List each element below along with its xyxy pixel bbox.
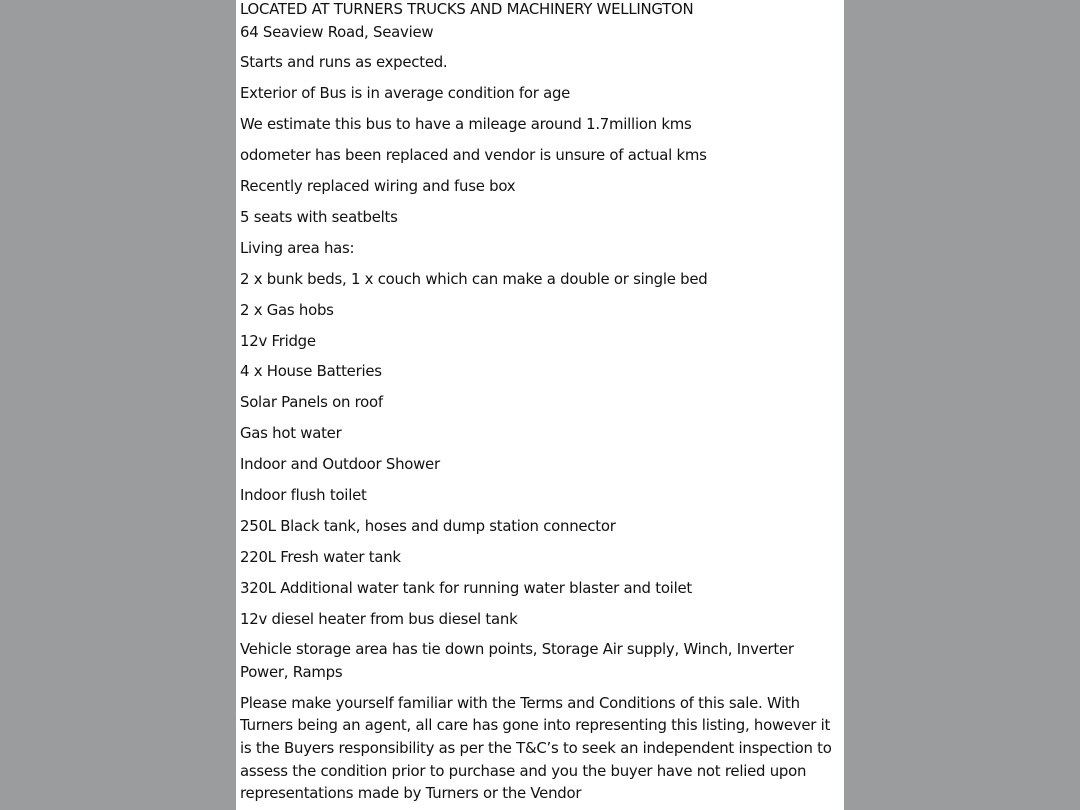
location-address: 64 Seaview Road, Seaview: [240, 22, 434, 41]
location-heading: LOCATED AT TURNERS TRUCKS AND MACHINERY WELLINGTON: [240, 0, 694, 18]
line-mileage-estimate: We estimate this bus to have a mileage around 1.7million kms: [240, 115, 692, 134]
line-fresh-tank: 220L Fresh water tank: [240, 547, 401, 566]
listing-document-page: [236, 0, 844, 810]
line-shower: Indoor and Outdoor Shower: [240, 455, 440, 474]
line-fridge: 12v Fridge: [240, 331, 316, 350]
line-diesel-heater: 12v diesel heater from bus diesel tank: [240, 609, 518, 628]
line-additional-tank: 320L Additional water tank for running water blaster and toilet: [240, 578, 692, 597]
line-beds: 2 x bunk beds, 1 x couch which can make a double or single bed: [240, 269, 708, 288]
listing-description: [240, 0, 844, 805]
line-hot-water: Gas hot water: [240, 424, 342, 443]
line-toilet: Indoor flush toilet: [240, 485, 367, 504]
line-wiring: Recently replaced wiring and fuse box: [240, 177, 516, 196]
line-black-tank: 250L Black tank, hoses and dump station connector: [240, 516, 616, 535]
line-odometer: odometer has been replaced and vendor is unsure of actual kms: [240, 146, 707, 165]
line-starts-runs: Starts and runs as expected.: [240, 53, 448, 72]
line-gas-hobs: 2 x Gas hobs: [240, 300, 334, 319]
line-solar: Solar Panels on roof: [240, 393, 383, 412]
line-exterior: Exterior of Bus is in average condition for age: [240, 84, 571, 103]
line-vehicle-storage: Vehicle storage area has tie down points, Storage Air supply, Winch, Inverter Power, Ramps: [240, 640, 799, 681]
terms-disclaimer: Please make yourself familiar with the Terms and Conditions of this sale. With Turners being an agent, all care has gone into representing this listing, however it is the Buyers responsibility as per the T&C’s to seek an independent inspection to assess the condition prior to purchase and you the buyer have not relied upon representations made by Turners or the Vendor: [240, 693, 837, 803]
line-living-area: Living area has:: [240, 238, 355, 257]
line-batteries: 4 x House Batteries: [240, 362, 382, 381]
line-seats: 5 seats with seatbelts: [240, 207, 398, 226]
